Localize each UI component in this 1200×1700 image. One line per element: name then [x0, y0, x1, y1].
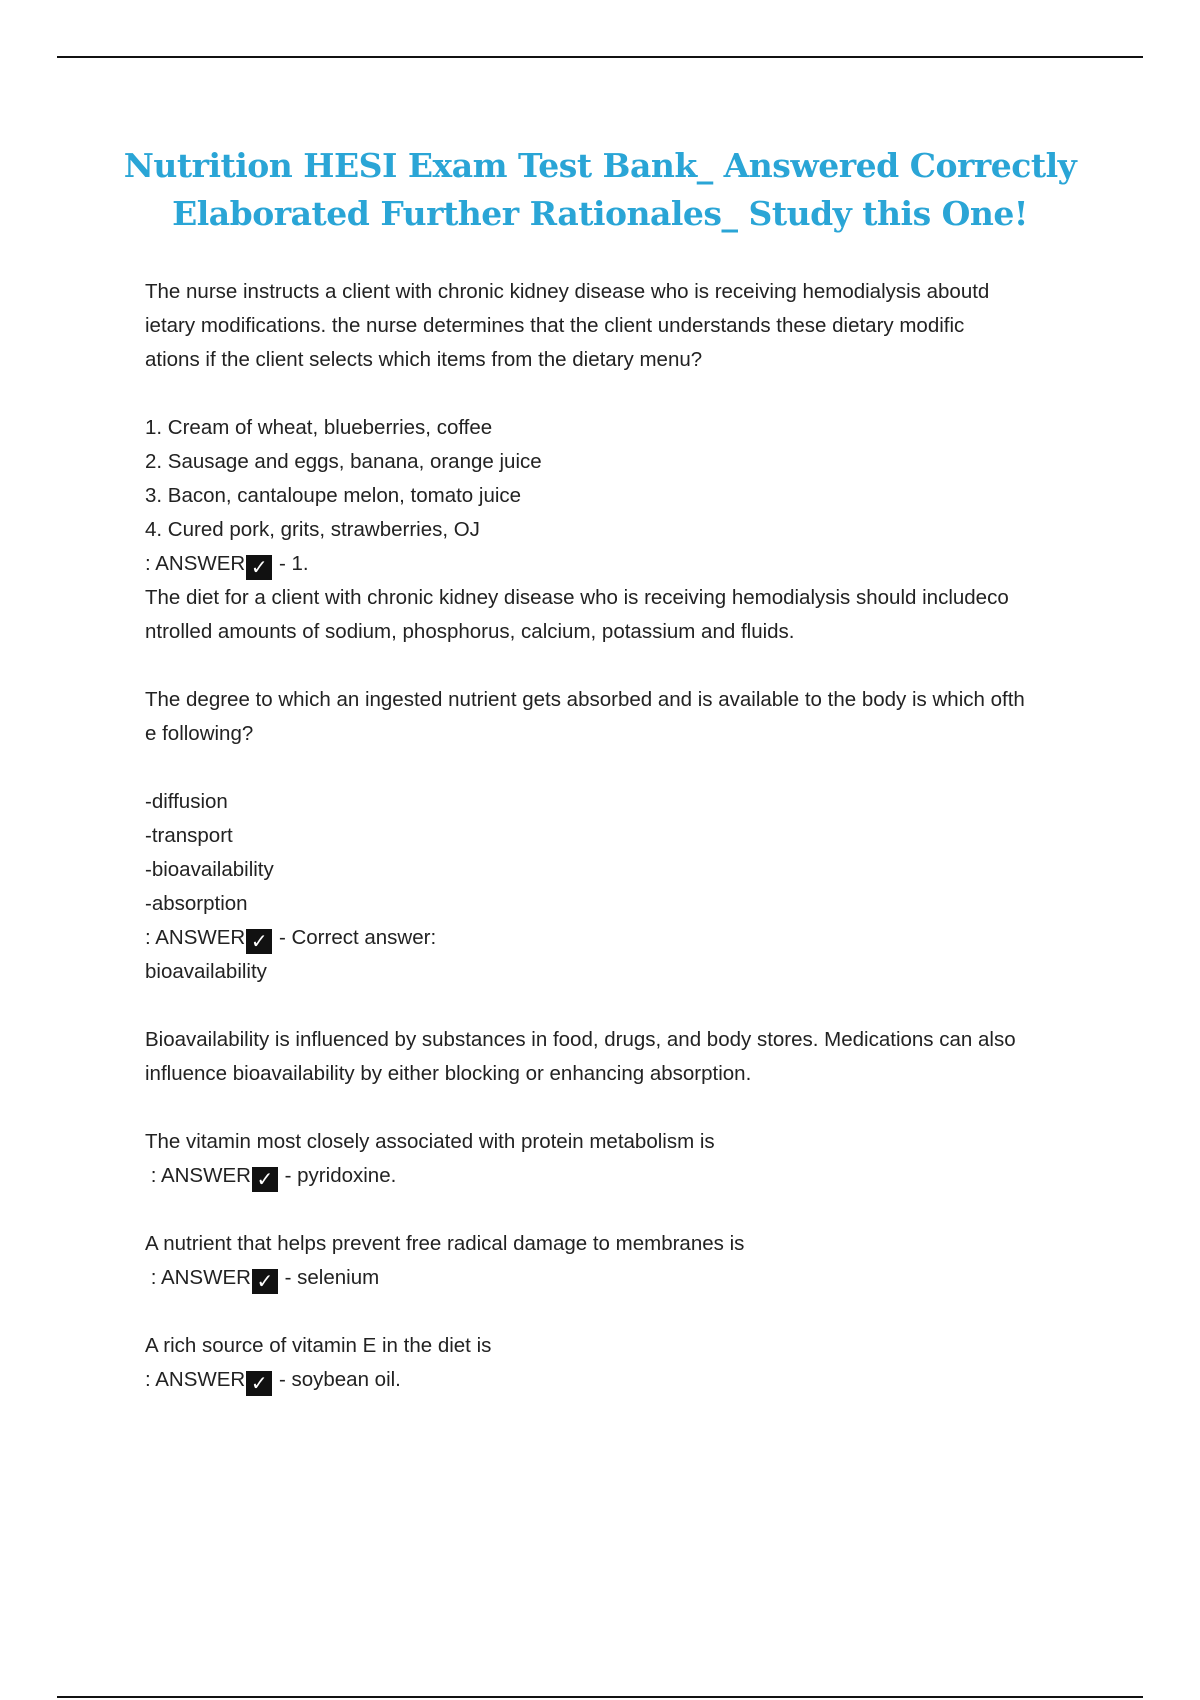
answer-label: : ANSWER [145, 1266, 251, 1289]
answer-label: : ANSWER [145, 926, 246, 949]
checkmark-icon: ✓ [252, 1269, 278, 1294]
answer-option: 2. Sausage and eggs, banana, orange juice [145, 450, 542, 473]
answer-text: - 1. [273, 552, 309, 575]
checkmark-icon: ✓ [246, 1371, 272, 1396]
answer-label: : ANSWER [145, 552, 246, 575]
question-stem-line: The nurse instructs a client with chronic kidney disease who is receiving hemodialysis aboutd [145, 280, 990, 303]
question-stem-line: ietary modifications. the nurse determines that the client understands these dietary modific [145, 314, 965, 337]
answer-label: : ANSWER [145, 1368, 246, 1391]
answer-option: 4. Cured pork, grits, strawberries, OJ [145, 518, 480, 541]
answer-option: -transport [145, 824, 233, 847]
answer-line [145, 547, 1105, 581]
rationale-line: influence bioavailability by either blocking or enhancing absorption. [145, 1062, 752, 1085]
answer-line [145, 1261, 1105, 1295]
answer-line [145, 921, 1105, 955]
answer-label: : ANSWER [145, 1164, 251, 1187]
document-body [145, 275, 1105, 1397]
question-stem-line: A nutrient that helps prevent free radical damage to membranes is [145, 1232, 745, 1255]
answer-option: -bioavailability [145, 858, 274, 881]
rationale-line: The diet for a client with chronic kidney disease who is receiving hemodialysis should includeco [145, 586, 1009, 609]
answer-option: 1. Cream of wheat, blueberries, coffee [145, 416, 493, 439]
question-stem-line: ations if the client selects which items from the dietary menu? [145, 348, 703, 371]
question-4 [145, 1227, 1105, 1295]
answer-text: - soybean oil. [273, 1368, 401, 1391]
page-title-line-2: Elaborated Further Rationales_ Study this One! [172, 194, 1028, 233]
question-stem-line: A rich source of vitamin E in the diet is [145, 1334, 492, 1357]
question-1 [145, 275, 1105, 649]
question-stem-line: e following? [145, 722, 254, 745]
question-stem-line: The degree to which an ingested nutrient gets absorbed and is available to the body is which ofth [145, 688, 1025, 711]
answer-text: - selenium [278, 1266, 380, 1289]
answer-option: -diffusion [145, 790, 228, 813]
question-3 [145, 1125, 1105, 1193]
checkmark-icon: ✓ [252, 1167, 278, 1192]
page-title-line-1: Nutrition HESI Exam Test Bank_ Answered Correctly [123, 146, 1077, 185]
checkmark-icon: ✓ [246, 929, 272, 954]
rationale-line: ntrolled amounts of sodium, phosphorus, calcium, potassium and fluids. [145, 620, 795, 643]
question-stem-line: The vitamin most closely associated with protein metabolism is [145, 1130, 715, 1153]
header-rule [57, 56, 1143, 58]
checkmark-icon: ✓ [246, 555, 272, 580]
page-title [100, 142, 1100, 238]
rationale-line: Bioavailability is influenced by substances in food, drugs, and body stores. Medications can also [145, 1028, 1016, 1051]
answer-text: - pyridoxine. [278, 1164, 397, 1187]
answer-option: 3. Bacon, cantaloupe melon, tomato juice [145, 484, 522, 507]
answer-line [145, 1363, 1105, 1397]
question-5 [145, 1329, 1105, 1397]
footer-rule [57, 1696, 1143, 1698]
answer-line [145, 1159, 1105, 1193]
answer-text: - Correct answer: [273, 926, 437, 949]
answer-option: -absorption [145, 892, 248, 915]
question-2 [145, 683, 1105, 1091]
answer-value: bioavailability [145, 960, 267, 983]
